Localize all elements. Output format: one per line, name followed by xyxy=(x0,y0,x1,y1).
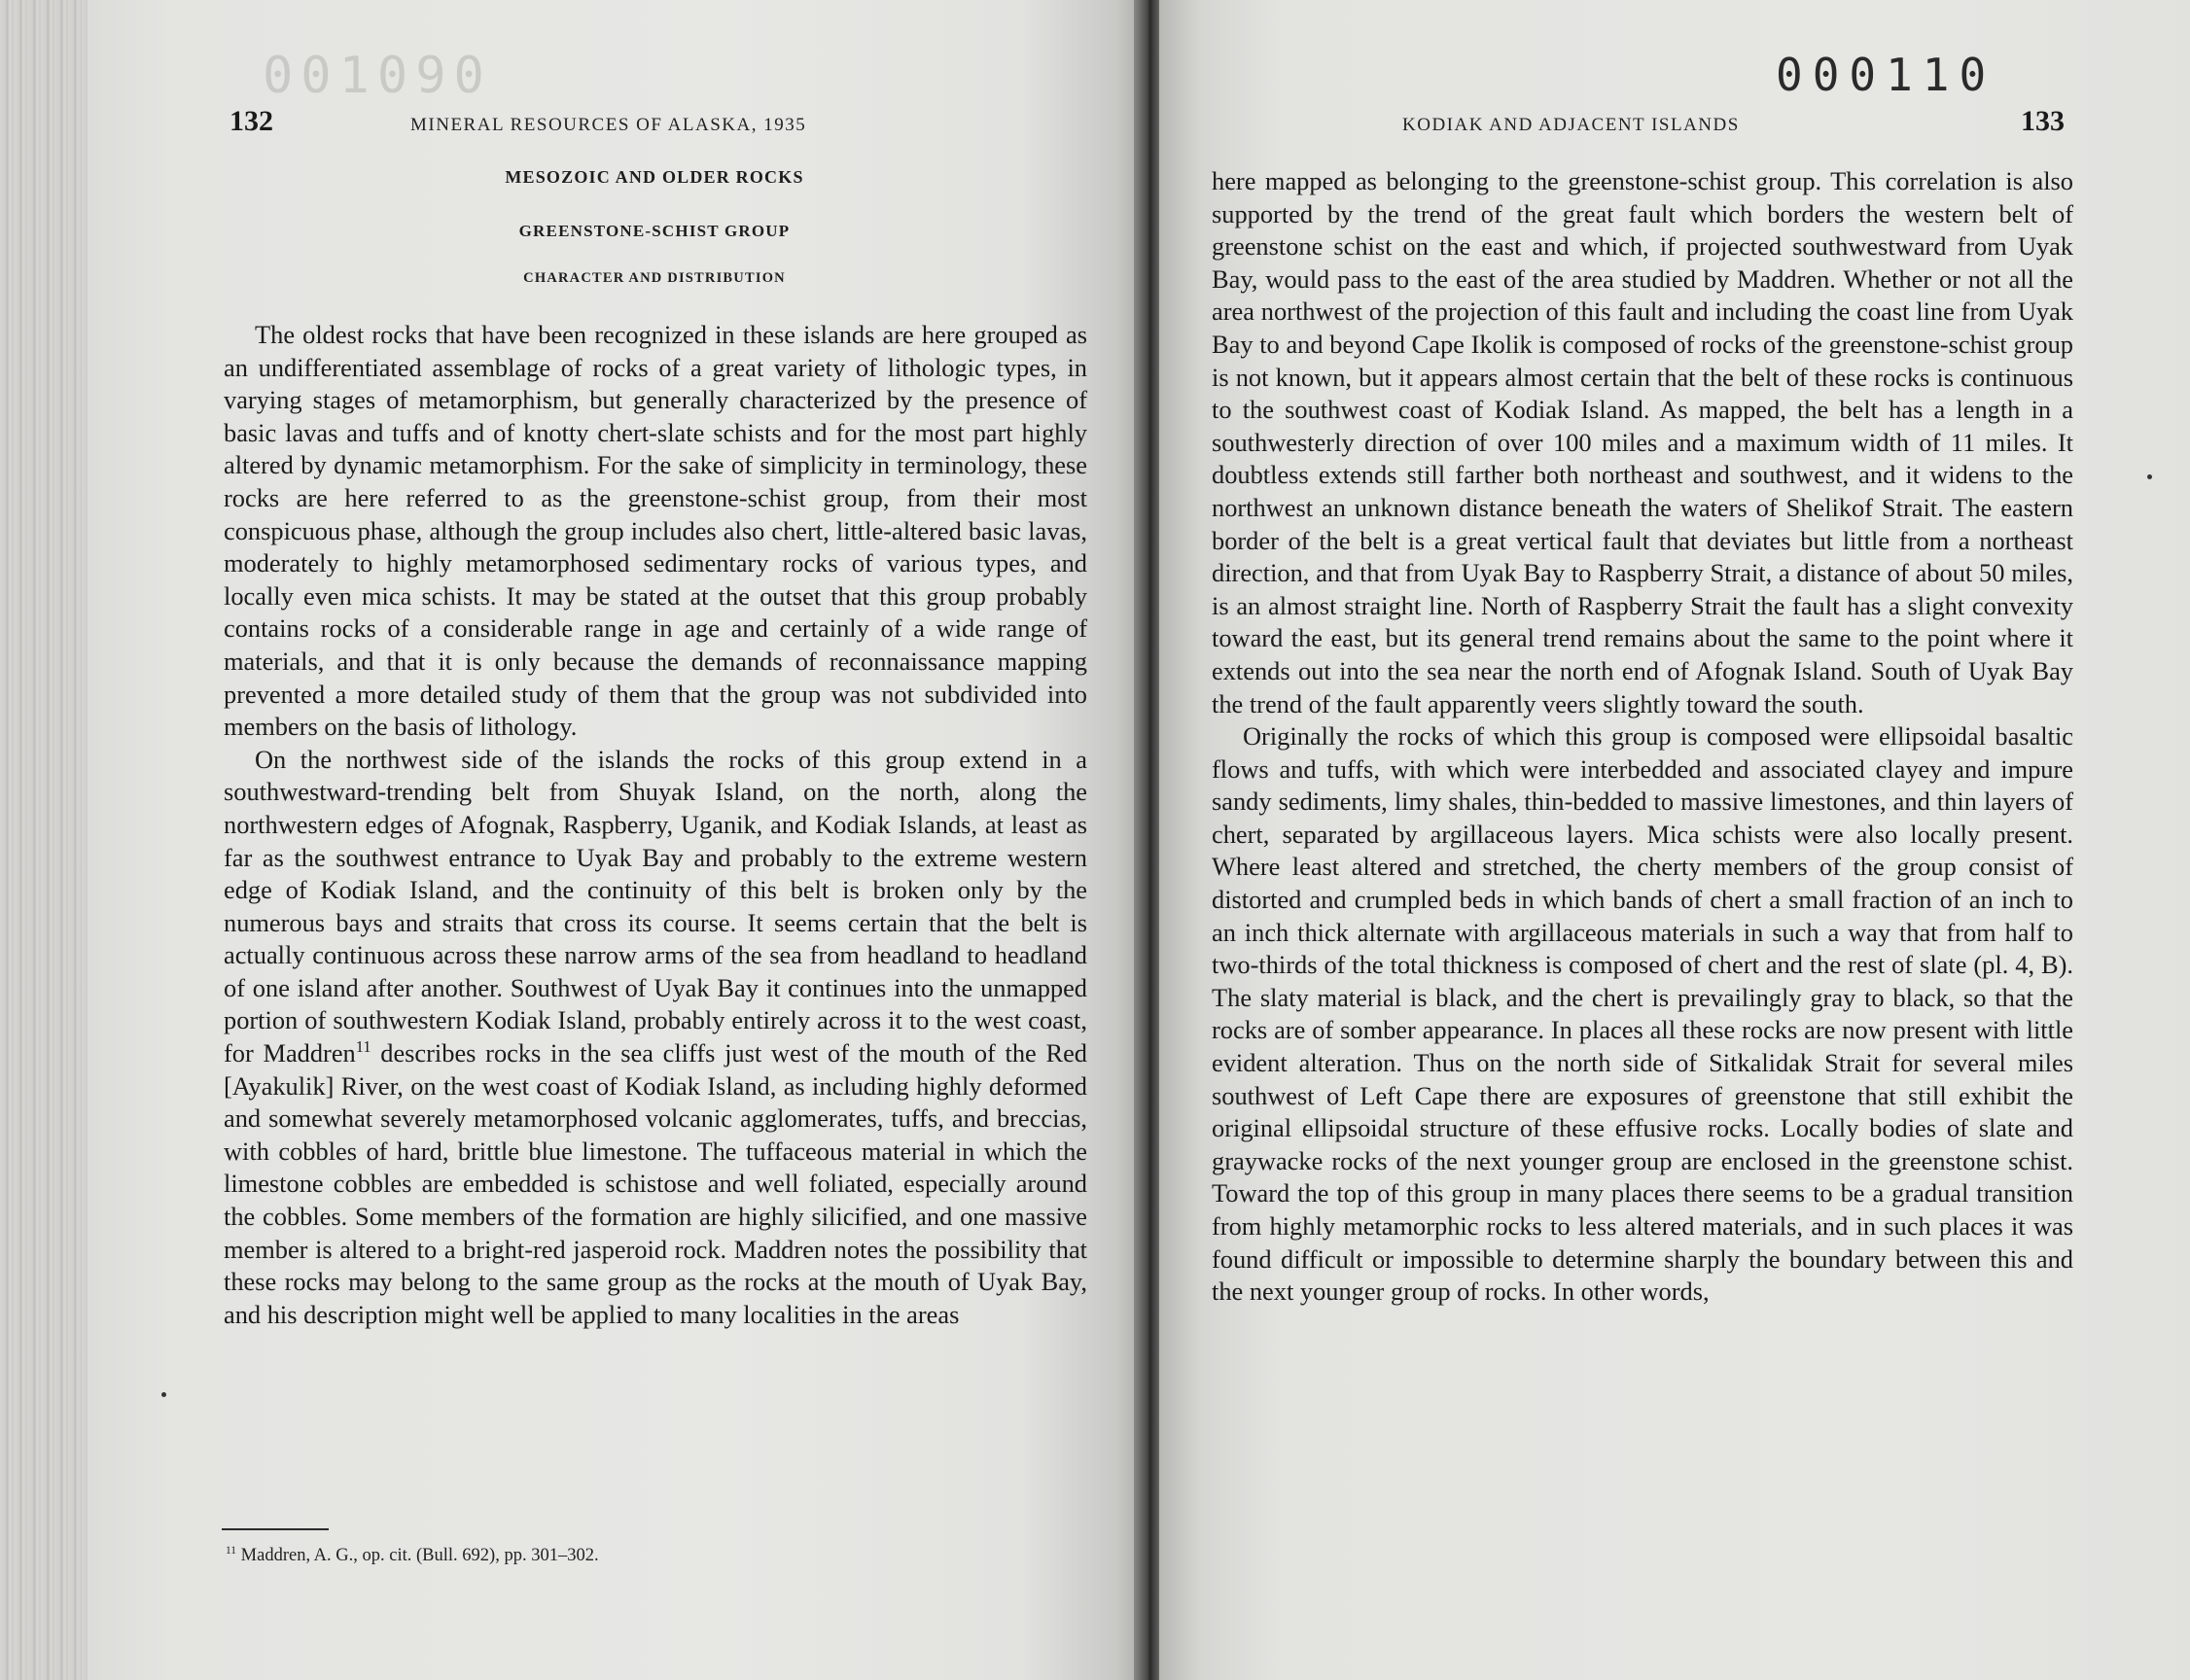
speck-mark xyxy=(2147,474,2152,479)
left-paragraph-2-part-1: On the northwest side of the islands the rocks of this group extend in a southwestward-trending belt from Shuyak Island, on the north, along the northwestern edges of Afognak, Raspberry, Uganik, and Kodiak Islands, at least as far as the southwest entrance to Uyak Bay and probably to the extreme western edge of Kodiak Island, and the continuity of this belt is broken only by the numerous bays and straits that cross its course. It seems certain that the belt is actually continuous across these narrow arms of the sea from headland to headland of one island after another. Southwest of Uyak Bay it continues into the unmapped portion of southwestern Kodiak Island, probably entirely across it to the west coast, for Maddren xyxy=(224,744,1087,1068)
left-paragraph-2 xyxy=(224,744,1087,1332)
section-heading: MESOZOIC AND OLDER ROCKS xyxy=(505,167,804,187)
left-paragraph-2-part-2: describes rocks in the sea cliffs just west of the mouth of the Red [Ayakulik] River, on the west coast of Kodiak Island, as including highly deformed and somewhat severely metamorphosed volcanic agglomerates, tuffs, and breccias, with cobbles of hard, brittle blue limestone. The tuffaceous material in which the limestone cobbles are embedded is schistose and well foliated, especially around the cobbles. Some members of the formation are highly silicified, and one massive member is altered to a bright-red jasperoid rock. Maddren notes the possibility that these rocks may belong to the same group as the rocks at the mouth of Uyak Bay, and his description might well be applied to many localities in the areas xyxy=(224,1038,1087,1329)
footnote xyxy=(226,1546,599,1566)
footnote-number: 11 xyxy=(226,1544,237,1557)
archive-stamp-number: 000110 xyxy=(1776,49,1996,101)
right-running-head: KODIAK AND ADJACENT ISLANDS xyxy=(1402,115,1740,135)
left-paragraph-1: The oldest rocks that have been recognized in these islands are here grouped as an undifferentiated assemblage of rocks of a great variety of lithologic types, in varying stages of metamorphism, but generally characterized by the presence of basic lavas and tuffs and of knotty chert-slate schists and for the most part highly altered by dynamic metamorphism. For the sake of simplicity in terminology, these rocks are here referred to as the greenstone-schist group, from their most conspicuous phase, although the group includes also chert, little-altered basic lavas, moderately to highly metamorphosed sedimentary rocks of various types, and locally even mica schists. It may be stated at the outset that this group probably contains rocks of a considerable range in age and certainly of a wide range of materials, and that it is only because the demands of reconnaissance mapping prevented a more detailed study of them that the group was not subdivided into members on the basis of lithology. xyxy=(224,320,1087,742)
left-ghost-number: 001090 xyxy=(263,47,492,105)
right-page-number: 133 xyxy=(2021,105,2065,137)
footnote-text: Maddren, A. G., op. cit. (Bull. 692), pp. 301–302. xyxy=(240,1546,599,1565)
subsection-heading: GREENSTONE-SCHIST GROUP xyxy=(518,222,791,240)
right-paragraph-1: here mapped as belonging to the greenstone-schist group. This correlation is also supported by the trend of the great fault which borders the western belt of greenstone schist on the east and which, if projected southwestward from Uyak Bay, would pass to the east of the area studied by Maddren. Whether or not all the area northwest of the projection of this fault and including the coast line from Uyak Bay to and beyond Cape Ikolik is composed of rocks of the greenstone-schist group is not known, but it appears almost certain that the belt of these rocks is continuous to the southwest coast of Kodiak Island. As mapped, the belt has a length in a southwesterly direction of over 100 miles and a maximum width of 11 miles. It doubtless extends still farther both northeast and southwest, and it widens to the northwest an unknown distance beneath the waters of Shelikof Strait. The eastern border of the belt is a great vertical fault that deviates but little from a northeast direction, and that from Uyak Bay to Raspberry Strait, a distance of about 50 miles, is an almost straight line. North of Raspberry Strait the fault has a slight convexity toward the east, but its general trend remains about the same to the point where it extends out into the sea near the north end of Afognak Island. South of Uyak Bay the trend of the fault apparently veers slightly toward the south. xyxy=(1212,166,2073,718)
speck-mark xyxy=(161,1392,166,1397)
left-page-number: 132 xyxy=(230,105,273,137)
subsubsection-heading: CHARACTER AND DISTRIBUTION xyxy=(523,270,786,286)
left-body xyxy=(224,319,1087,1331)
right-body xyxy=(1212,165,2073,1309)
footnote-rule xyxy=(222,1528,329,1530)
footnote-reference: 11 xyxy=(355,1037,371,1057)
right-paragraph-2: Originally the rocks of which this group is composed were ellipsoidal basaltic flows and tuffs, with which were interbedded and associated clayey and impure sandy sediments, limy shales, thin-bedded to massive limestones, and thin layers of chert, separated by argillaceous layers. Mica schists were also locally present. Where least altered and stretched, the cherty members of the group consist of distorted and crumpled beds in which bands of chert a small fraction of an inch to an inch thick alternate with argillaceous materials in such a way that from half to two-thirds of the total thickness is composed of chert and the rest of slate (pl. 4, B). The slaty material is black, and the chert is prevailingly gray to black, so that the rocks are of somber appearance. In places all these rocks are now present with little evident alteration. Thus on the north side of Sitkalidak Strait for several miles southwest of Left Cape there are exposures of greenstone that still exhibit the original ellipsoidal structure of these effusive rocks. Locally bodies of slate and graywacke rocks of the next younger group are enclosed in the greenstone schist. Toward the top of this group in many places there seems to be a gradual transition from highly metamorphic rocks to less altered materials, and in such places it was found difficult or impossible to determine sharply the boundary between this and the next younger group of rocks. In other words, xyxy=(1212,721,2073,1307)
left-running-head: MINERAL RESOURCES OF ALASKA, 1935 xyxy=(410,115,807,135)
